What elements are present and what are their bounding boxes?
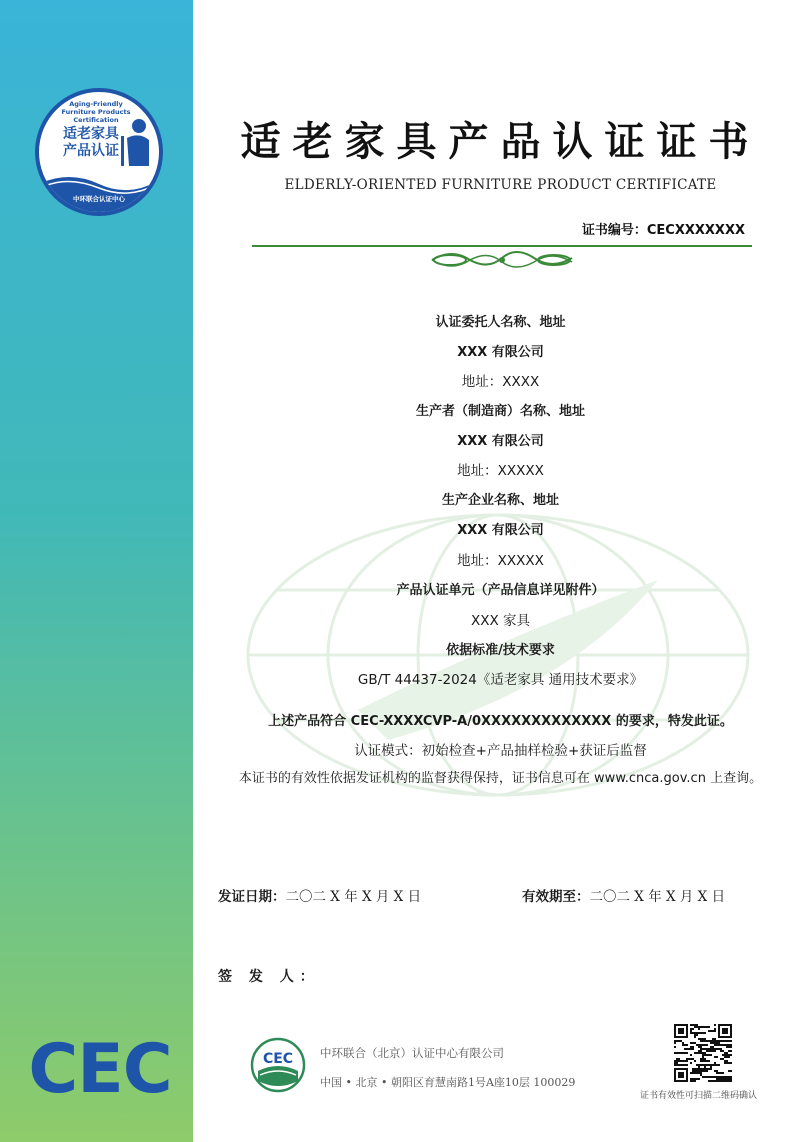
- ornament-divider-icon: [252, 240, 752, 274]
- qr-code-icon[interactable]: [672, 1022, 734, 1084]
- producer-label: 生产者（制造商）名称、地址: [415, 404, 585, 419]
- cec-small-logo-text: CEC: [262, 1051, 294, 1067]
- aging-friendly-certification-logo: [35, 88, 163, 216]
- logo-bottom-text: 中环联合认证中心: [73, 195, 125, 203]
- client-name: XXX 有限公司: [457, 345, 544, 360]
- validity-note: 本证书的有效性依据发证机构的监督获得保持，证书信息可在 www.cnca.gov.cn 上查询。: [238, 771, 763, 786]
- cec-brand-logo: CEC: [28, 1030, 172, 1109]
- enterprise-address: 地址：XXXXX: [457, 553, 544, 569]
- enterprise-name: XXX 有限公司: [457, 523, 544, 538]
- certification-mode: 认证模式：初始检查+产品抽样检验+获证后监督: [354, 743, 647, 759]
- producer-name: XXX 有限公司: [457, 434, 544, 449]
- standard-value: GB/T 44437-2024《适老家具 通用技术要求》: [357, 672, 644, 688]
- signer-label: 签 发 人：: [218, 969, 320, 985]
- conformity-statement: 上述产品符合 CEC-XXXXCVP-A/0XXXXXXXXXXXXX 的要求，特发此证。: [268, 714, 733, 729]
- elderly-figure-icon: [117, 118, 155, 168]
- organization-name: 中环联合（北京）认证中心有限公司: [320, 1046, 504, 1060]
- enterprise-label: 生产企业名称、地址: [441, 493, 559, 508]
- certificate-subtitle: ELDERLY-ORIENTED FURNITURE PRODUCT CERTIFICATE: [284, 177, 717, 193]
- issue-date: [218, 885, 421, 905]
- logo-chinese-title: 适老家具 产品认证: [63, 126, 119, 159]
- issue-date-value: 二〇二 X 年 X 月 X 日: [285, 889, 422, 905]
- organization-address: 中国 • 北京 • 朝阳区育慧南路1号A座10层 100029: [320, 1076, 576, 1089]
- expiry-date-label: 有效期至：: [522, 889, 590, 905]
- client-address: 地址：XXXX: [461, 374, 540, 390]
- issue-date-label: 发证日期：: [218, 889, 286, 905]
- certification-unit-value: XXX 家具: [470, 613, 531, 629]
- standard-label: 依据标准/技术要求: [446, 643, 555, 658]
- certificate-number: 证书编号：CECXXXXXXX: [581, 223, 745, 238]
- producer-address: 地址：XXXXX: [457, 463, 544, 479]
- logo-wave-icon: [39, 170, 159, 216]
- certificate-title: 适老家具产品认证证书: [240, 119, 761, 165]
- expiry-date-value: 二〇二 X 年 X 月 X 日: [589, 889, 726, 905]
- expiry-date: [522, 885, 725, 905]
- cec-organization-logo: [250, 1037, 306, 1093]
- certification-unit-label: 产品认证单元（产品信息详见附件）: [396, 583, 605, 598]
- qr-caption: 证书有效性可扫描二维码确认: [640, 1091, 758, 1101]
- client-label: 认证委托人名称、地址: [435, 315, 566, 330]
- logo-english-text: Aging-Friendly Furniture Products Certification: [61, 100, 131, 124]
